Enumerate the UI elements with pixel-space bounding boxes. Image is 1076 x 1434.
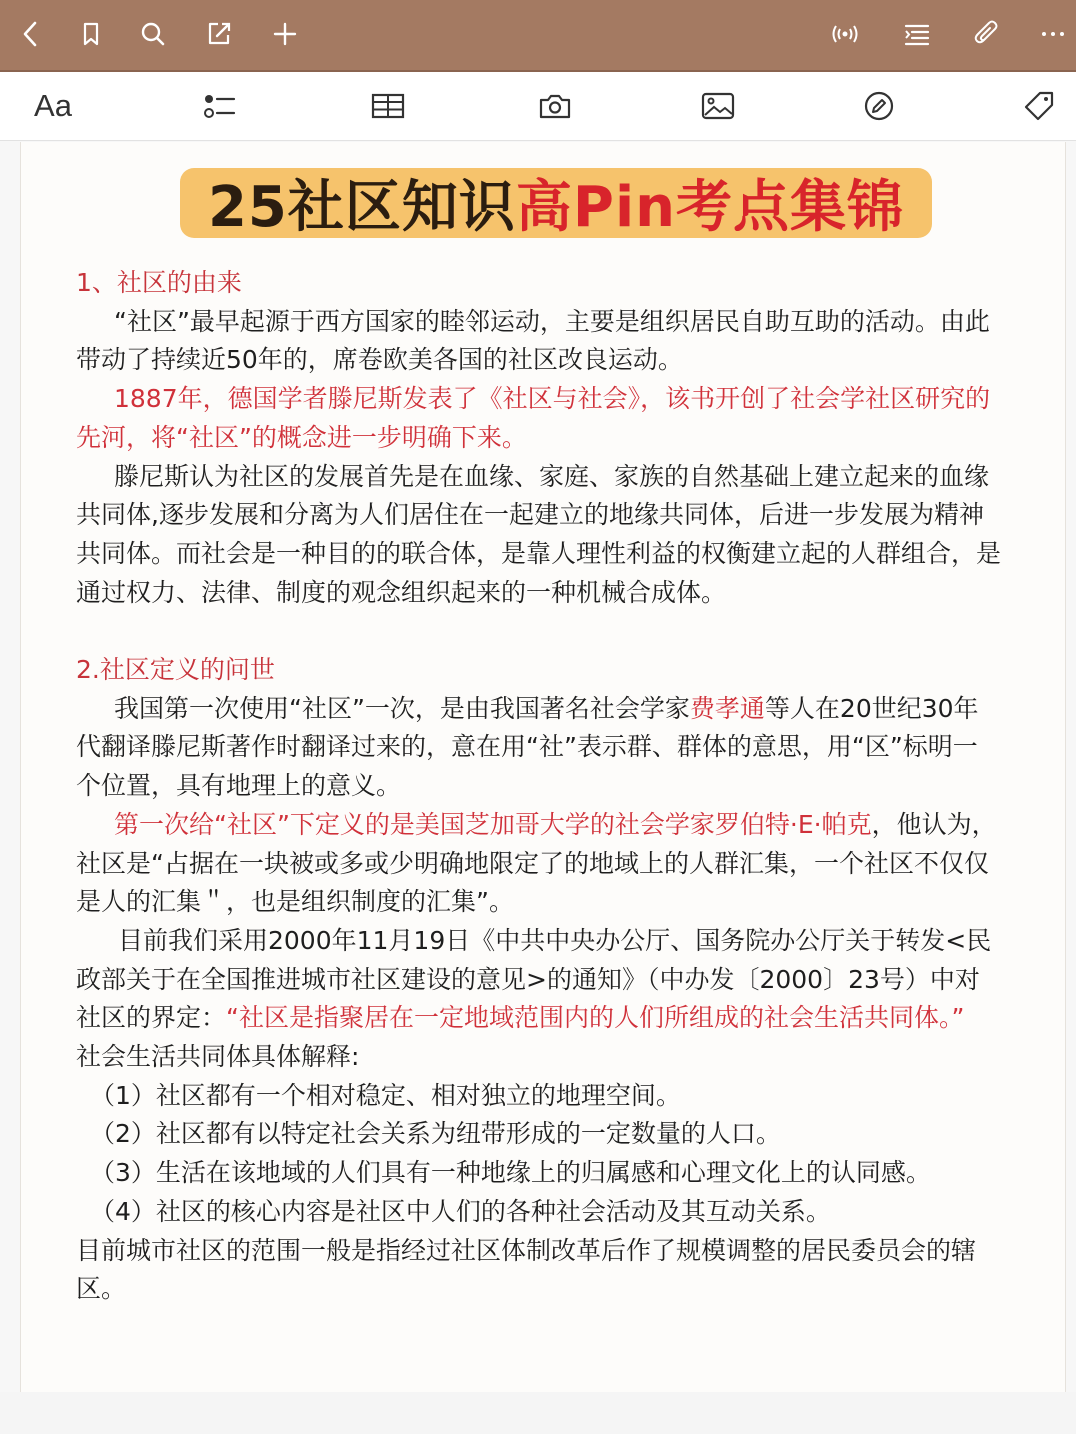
text: 等人在20世纪30年代翻译滕尼斯著作时翻译过来的，意在用“社”表示群、群体的意思，用“区”标明一个位置，具有地理上的意义。 bbox=[76, 693, 979, 801]
list-icon[interactable] bbox=[892, 9, 942, 59]
highlight-paragraph: 1887年，德国学者滕尼斯发表了《社区与社会》，该书开创了社会学社区研究的先河，将“社区”的概念进一步明确下来。 bbox=[76, 384, 991, 452]
paragraph: “社区”最早起源于西方国家的睦邻运动，主要是组织居民自助互助的活动。由此带动了持续近50年的，席卷欧美各国的社区改良运动。 bbox=[76, 306, 990, 375]
text-format-button[interactable] bbox=[26, 81, 80, 131]
note-body[interactable] bbox=[76, 264, 1001, 1309]
top-app-bar bbox=[0, 0, 1076, 72]
tag-icon[interactable] bbox=[1012, 81, 1066, 131]
camera-icon[interactable] bbox=[528, 81, 582, 131]
text: 目前我们采用2000年11月19日《中共中央办公厅、国务院办公厅关于转发<民政部关于在全国推进城市社区建设的意见>的通知》（中办发〔2000〕23号）中对社区的界定： bbox=[76, 925, 992, 1033]
spacer bbox=[76, 612, 1001, 651]
text-format-label: Aa bbox=[34, 88, 72, 123]
list-intro: 社会生活共同体具体解释: bbox=[76, 1042, 360, 1072]
paragraph bbox=[76, 922, 1001, 1038]
formatting-toolbar bbox=[0, 72, 1076, 141]
title-part-dark: 25社区知识 bbox=[207, 175, 516, 240]
highlight-quote: “社区是指聚居在一定地域范围内的人们所组成的社会生活共同体。” bbox=[226, 1003, 965, 1033]
paragraph: 目前城市社区的范围一般是指经过社区体制改革后作了规模调整的居民委员会的辖区。 bbox=[76, 1235, 977, 1304]
highlight-name: 费孝通 bbox=[689, 693, 765, 723]
list-item: （2）社区都有以特定社会关系为纽带形成的一定数量的人口。 bbox=[90, 1119, 781, 1149]
checklist-icon[interactable] bbox=[192, 81, 246, 131]
search-icon[interactable] bbox=[128, 9, 178, 59]
add-icon[interactable] bbox=[260, 9, 310, 59]
note-title bbox=[180, 168, 932, 238]
table-icon[interactable] bbox=[361, 81, 415, 131]
more-icon[interactable] bbox=[1028, 9, 1076, 59]
bookmark-icon[interactable] bbox=[66, 9, 116, 59]
highlight-text: 第一次给“社区”下定义的是美国芝加哥大学的社会学家罗伯特·E·帕克 bbox=[114, 809, 872, 839]
broadcast-icon[interactable] bbox=[820, 9, 870, 59]
text: 我国第一次使用“社区”一次，是由我国著名社会学家 bbox=[114, 693, 690, 723]
image-icon[interactable] bbox=[691, 81, 745, 131]
section-heading-definition: 2.社区定义的问世 bbox=[76, 655, 275, 685]
paragraph bbox=[76, 806, 1001, 922]
list-item: （1）社区都有一个相对稳定、相对独立的地理空间。 bbox=[90, 1080, 681, 1110]
text: ，他认为，社区是“占据在一块被或多或少明确地限定了的地域上的人群汇集，一个社区不仅仅是人的汇集＂，也是组织制度的汇集”。 bbox=[76, 809, 997, 917]
back-icon[interactable] bbox=[6, 9, 56, 59]
bottom-area bbox=[0, 1392, 1076, 1434]
title-part-red: 高Pin考点集锦 bbox=[515, 175, 905, 240]
edit-icon[interactable] bbox=[194, 9, 244, 59]
pen-icon[interactable] bbox=[852, 81, 906, 131]
paragraph bbox=[76, 690, 1001, 806]
list-item: （3）生活在该地域的人们具有一种地缘上的归属感和心理文化上的认同感。 bbox=[90, 1158, 931, 1188]
list-item: （4）社区的核心内容是社区中人们的各种社会活动及其互动关系。 bbox=[90, 1196, 831, 1226]
section-heading-origin: 1、社区的由来 bbox=[76, 268, 242, 297]
attachment-icon[interactable] bbox=[962, 9, 1012, 59]
paragraph: 滕尼斯认为社区的发展首先是在血缘、家庭、家族的自然基础上建立起来的血缘共同体,逐步发展和分离为人们居住在一起建立的地缘共同体，后进一步发展为精神共同体。而社会是一种目的的联合体，是靠人理性利益的权衡建立起的人群组合，是通过权力、法律、制度的观念组织起来的一种机械合成体。 bbox=[76, 461, 1002, 607]
